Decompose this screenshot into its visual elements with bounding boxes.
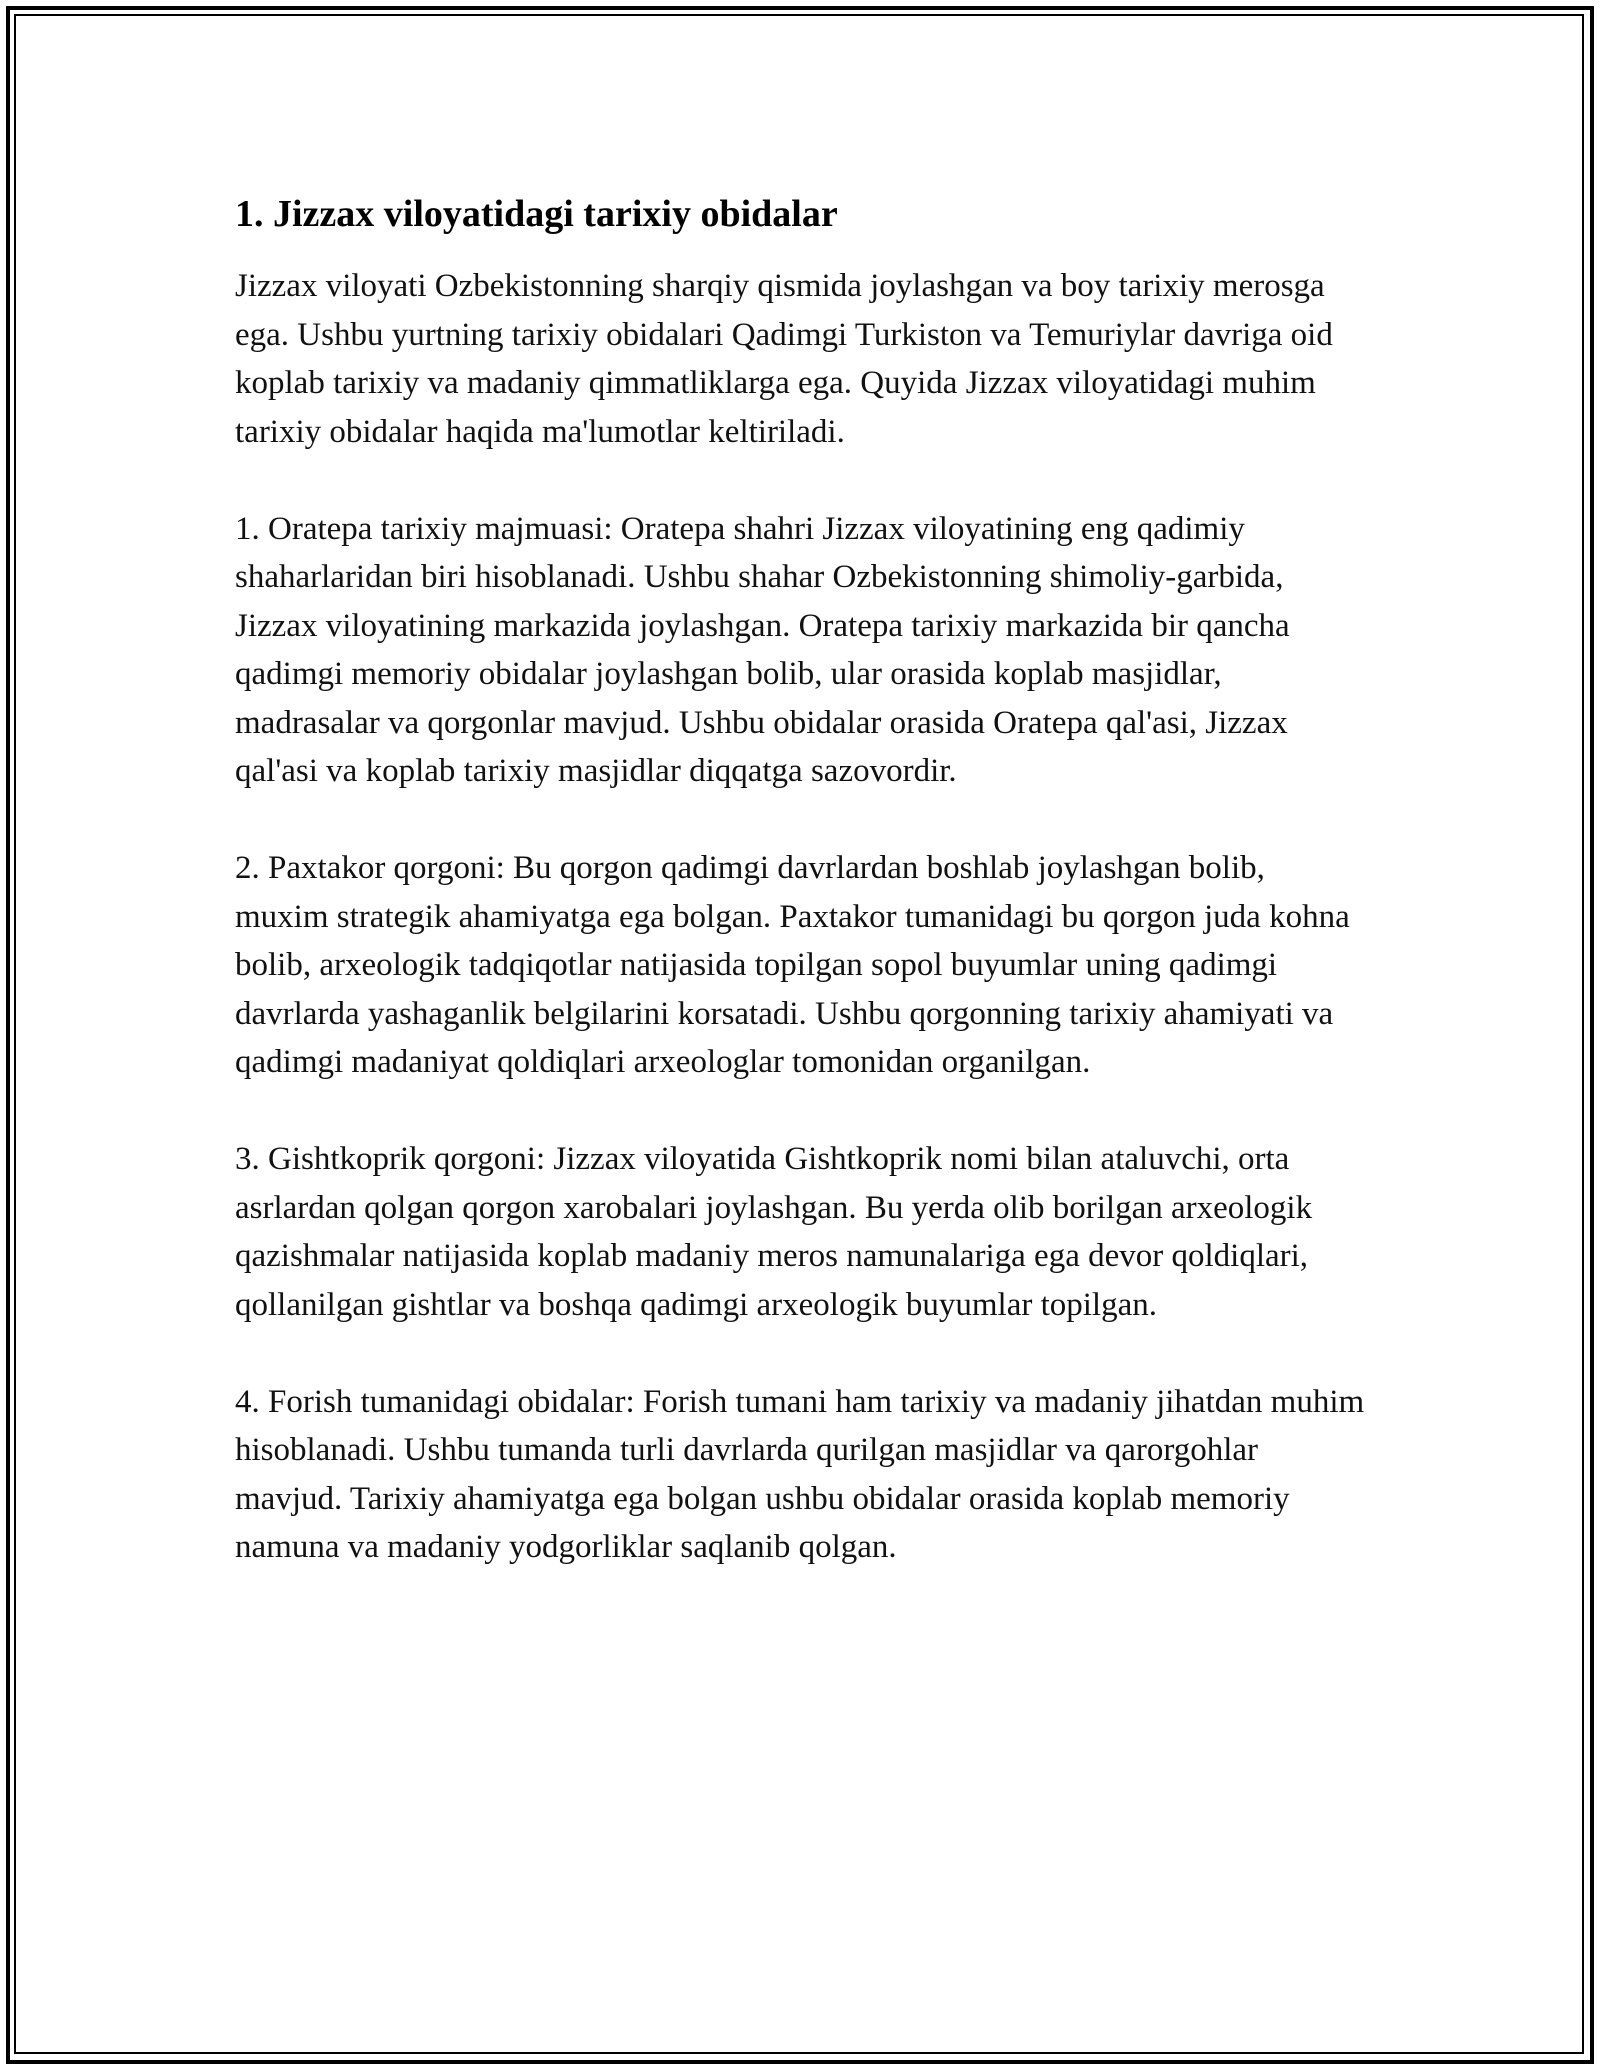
section-heading: 1. Jizzax viloyatidagi tarixiy obidalar (235, 193, 838, 235)
intro-paragraph: Jizzax viloyati Ozbekistonning sharqiy qismida joylashgan va boy tarixiy merosga ega. Ushbu yurtning tarixiy obidalari Qadimgi Turkiston va Temuriylar davriga oid koplab tarixiy va madaniy qimmatliklarga ega. Quyida Jizzax viloyatidagi muhim tarixiy obidalar haqida ma'lumotlar keltiriladi. (235, 268, 1333, 450)
paragraph-forish: 4. Forish tumanidagi obidalar: Forish tumani ham tarixiy va madaniy jihatdan muhim hisoblanadi. Ushbu tumanda turli davrlarda qurilgan masjidlar va qarorgohlar mavjud. Tarixiy ahamiyatga ega bolgan ushbu obidalar orasida koplab memoriy namuna va madaniy yodgorliklar saqlanib qolgan. (235, 1383, 1365, 1565)
paragraph-paxtakor: 2. Paxtakor qorgoni: Bu qorgon qadimgi davrlardan boshlab joylashgan bolib, muxim strategik ahamiyatga ega bolgan. Paxtakor tumanidagi bu qorgon juda kohna bolib, arxeologik tadqiqotlar natijasida topilgan sopol buyumlar uning qadimgi davrlarda yashaganlik belgilarini korsatadi. Ushbu qorgonning tarixiy ahamiyati va qadimgi madaniyat qoldiqlari arxeologlar tomonidan organilgan. (235, 850, 1350, 1080)
paragraph-oratepa: 1. Oratepa tarixiy majmuasi: Oratepa shahri Jizzax viloyatining eng qadimiy shaharlaridan biri hisoblanadi. Ushbu shahar Ozbekistonning shimoliy-garbida, Jizzax viloyatining markazida joylashgan. Oratepa tarixiy markazida bir qancha qadimgi memoriy obidalar joylashgan bolib, ular orasida koplab masjidlar, madrasalar va qorgonlar mavjud. Ushbu obidalar orasida Oratepa qal'asi, Jizzax qal'asi va koplab tarixiy masjidlar diqqatga sazovordir. (235, 510, 1290, 789)
document-body (235, 190, 1365, 1572)
paragraph-gishtkoprik: 3. Gishtkoprik qorgoni: Jizzax viloyatida Gishtkoprik nomi bilan ataluvchi, orta asrlardan qolgan qorgon xarobalari joylashgan. Bu yerda olib borilgan arxeologik qazishmalar natijasida koplab madaniy meros namunalariga ega devor qoldiqlari, qollanilgan gishtlar va boshqa qadimgi arxeologik buyumlar topilgan. (235, 1141, 1313, 1323)
